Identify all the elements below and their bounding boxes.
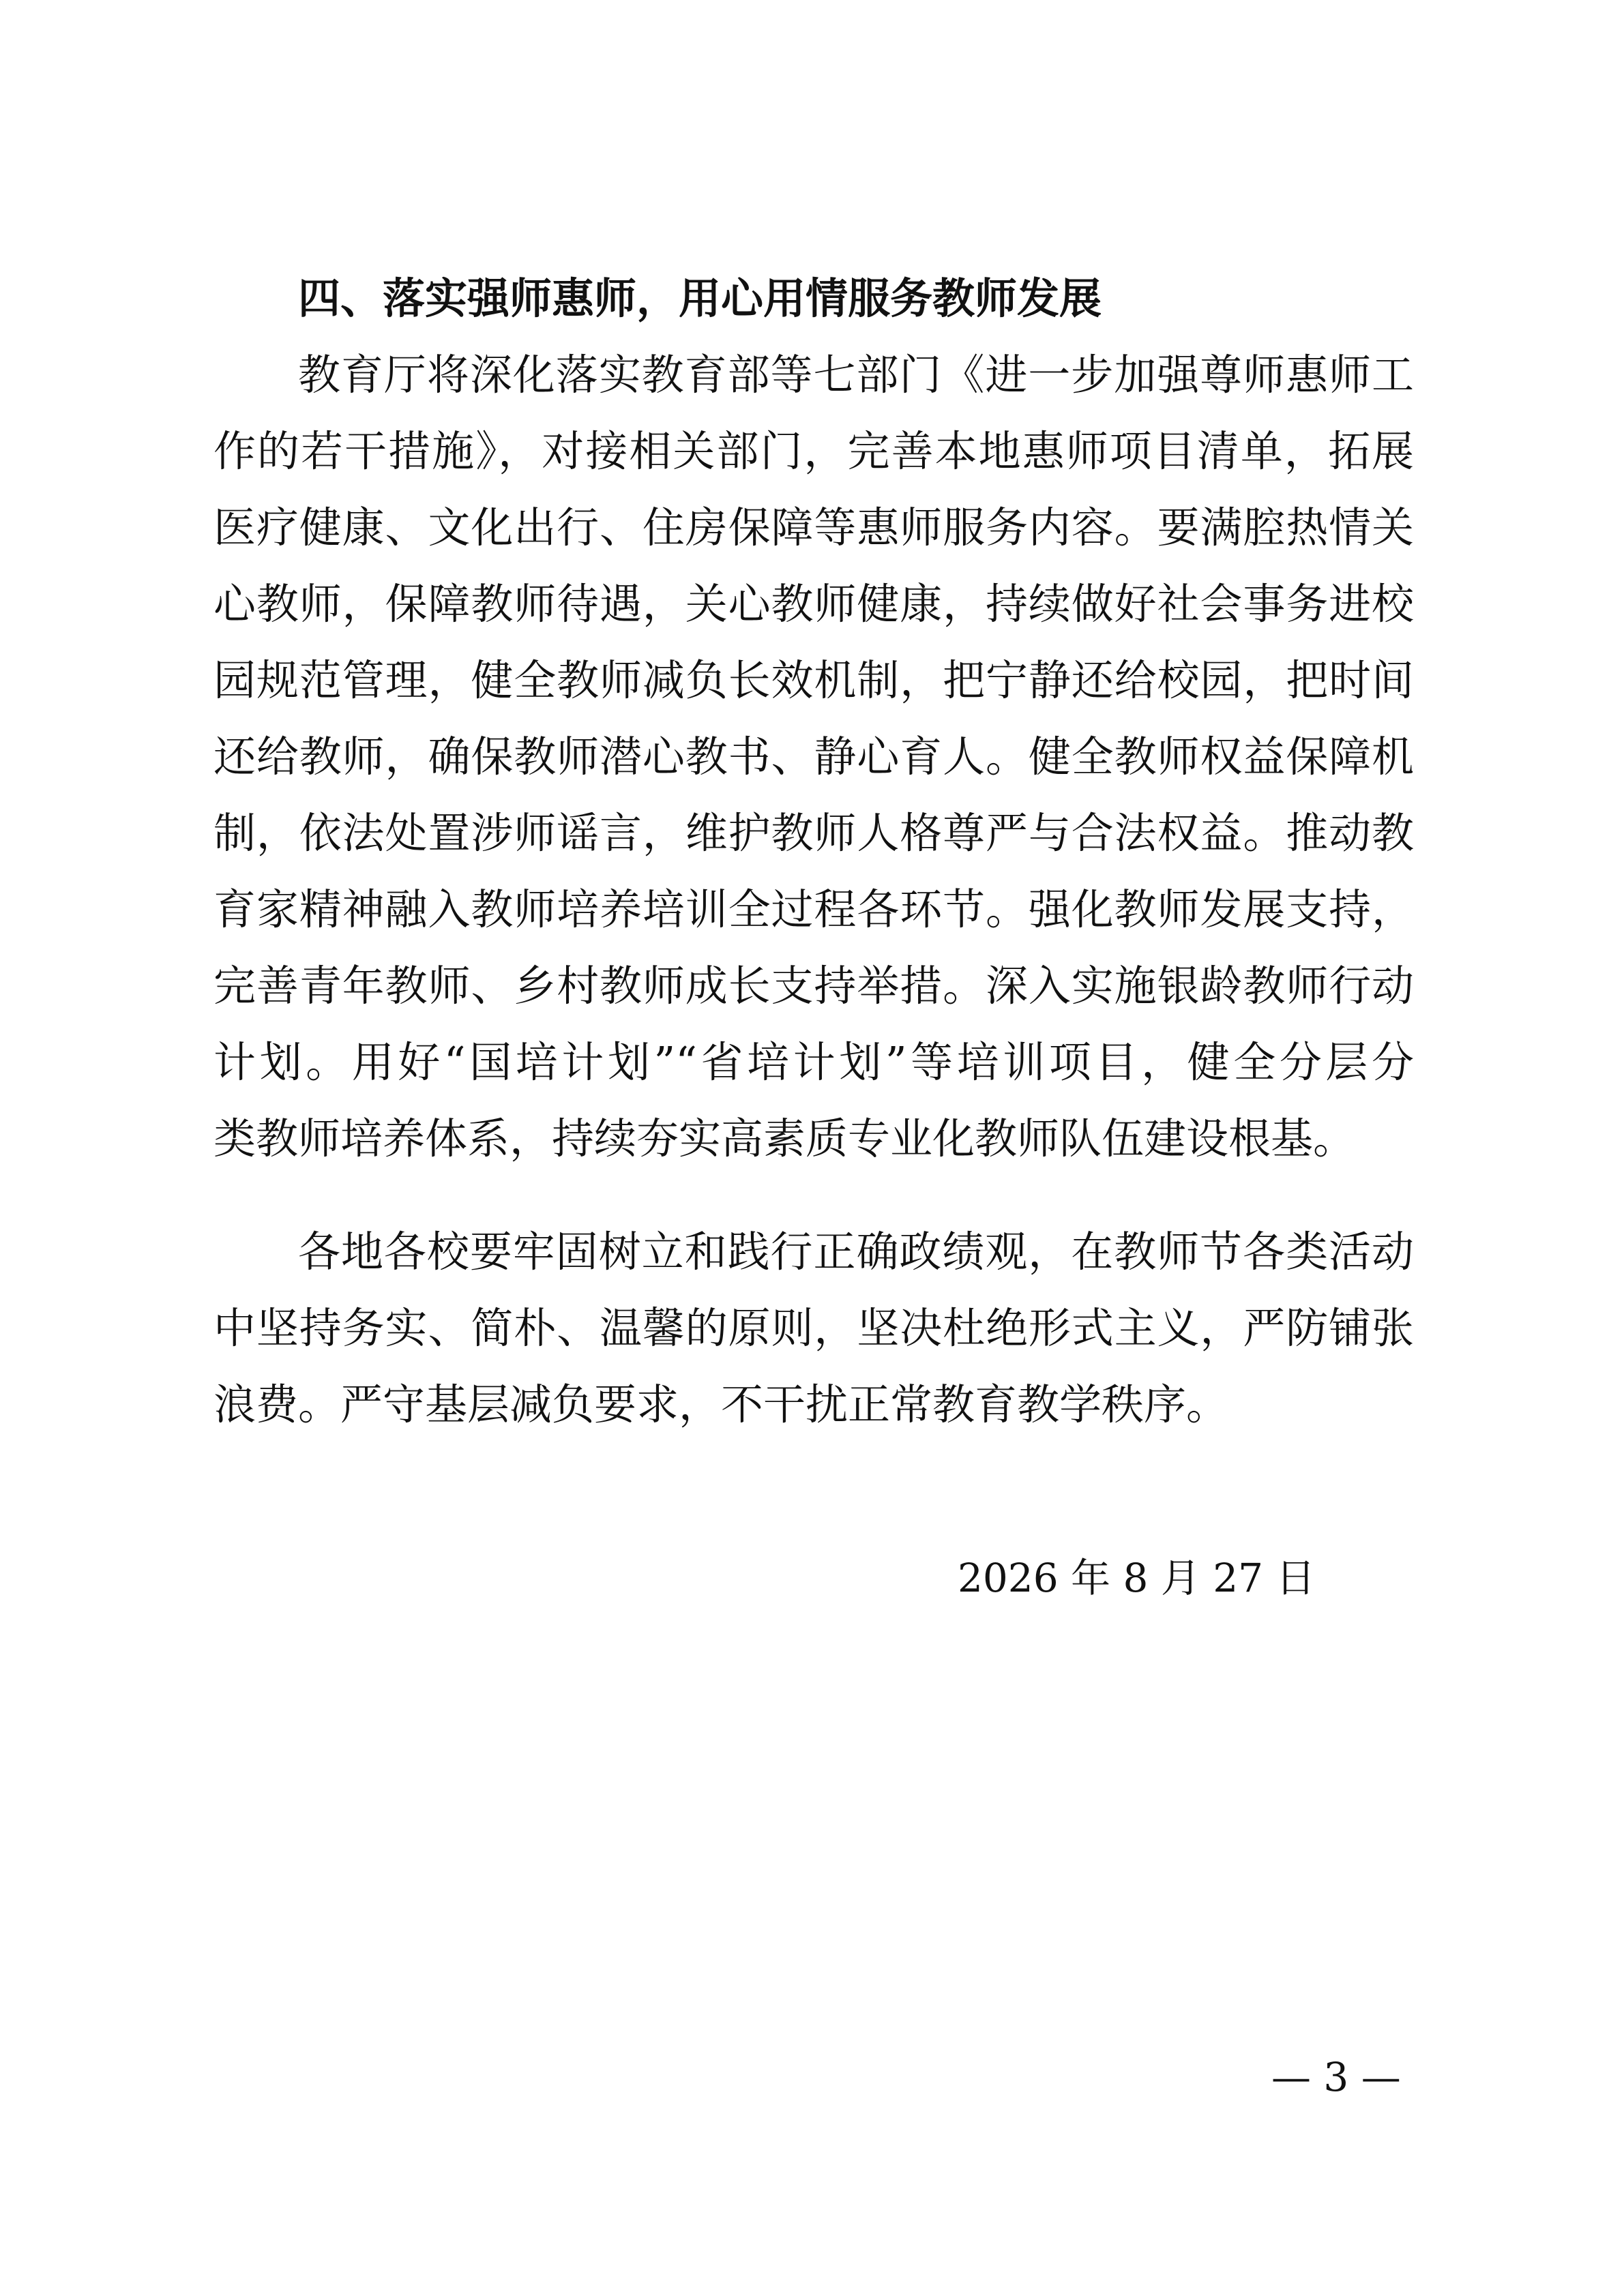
paragraph-line: 心教师，保障教师待遇，关心教师健康，持续做好社会事务进校 [213, 579, 1414, 629]
paragraph-line: 中坚持务实、简朴、温馨的原则，坚决杜绝形式主义，严防铺张 [213, 1303, 1414, 1353]
paragraph-line: 类教师培养体系，持续夯实高素质专业化教师队伍建设根基。 [213, 1114, 1356, 1163]
paragraph-line: 计划。用好“国培计划”“省培计划”等培训项目，健全分层分 [213, 1037, 1414, 1087]
paragraph-line: 还给教师，确保教师潜心教书、静心育人。健全教师权益保障机 [213, 732, 1414, 781]
paragraph-line: 作的若干措施》，对接相关部门，完善本地惠师项目清单，拓展 [213, 426, 1414, 476]
section-heading: 四、落实强师惠师，用心用情服务教师发展 [298, 273, 1102, 323]
paragraph-line: 园规范管理，健全教师减负长效机制，把宁静还给校园，把时间 [213, 655, 1414, 705]
document-date: 2026 年 8 月 27 日 [958, 1555, 1316, 1601]
paragraph-line: 制，依法处置涉师谣言，维护教师人格尊严与合法权益。推动教 [213, 808, 1414, 858]
paragraph-line: 各地各校要牢固树立和践行正确政绩观，在教师节各类活动 [298, 1227, 1414, 1277]
page-number: — 3 — [1271, 2054, 1401, 2100]
paragraph-line: 浪费。严守基层减负要求，不干扰正常教育教学秩序。 [213, 1380, 1229, 1429]
paragraph-line: 医疗健康、文化出行、住房保障等惠师服务内容。要满腔热情关 [213, 503, 1414, 552]
paragraph-line: 完善青年教师、乡村教师成长支持举措。深入实施银龄教师行动 [213, 961, 1414, 1011]
paragraph-line: 教育厅将深化落实教育部等七部门《进一步加强尊师惠师工 [298, 350, 1414, 400]
paragraph-line: 育家精神融入教师培养培训全过程各环节。强化教师发展支持， [213, 884, 1414, 934]
